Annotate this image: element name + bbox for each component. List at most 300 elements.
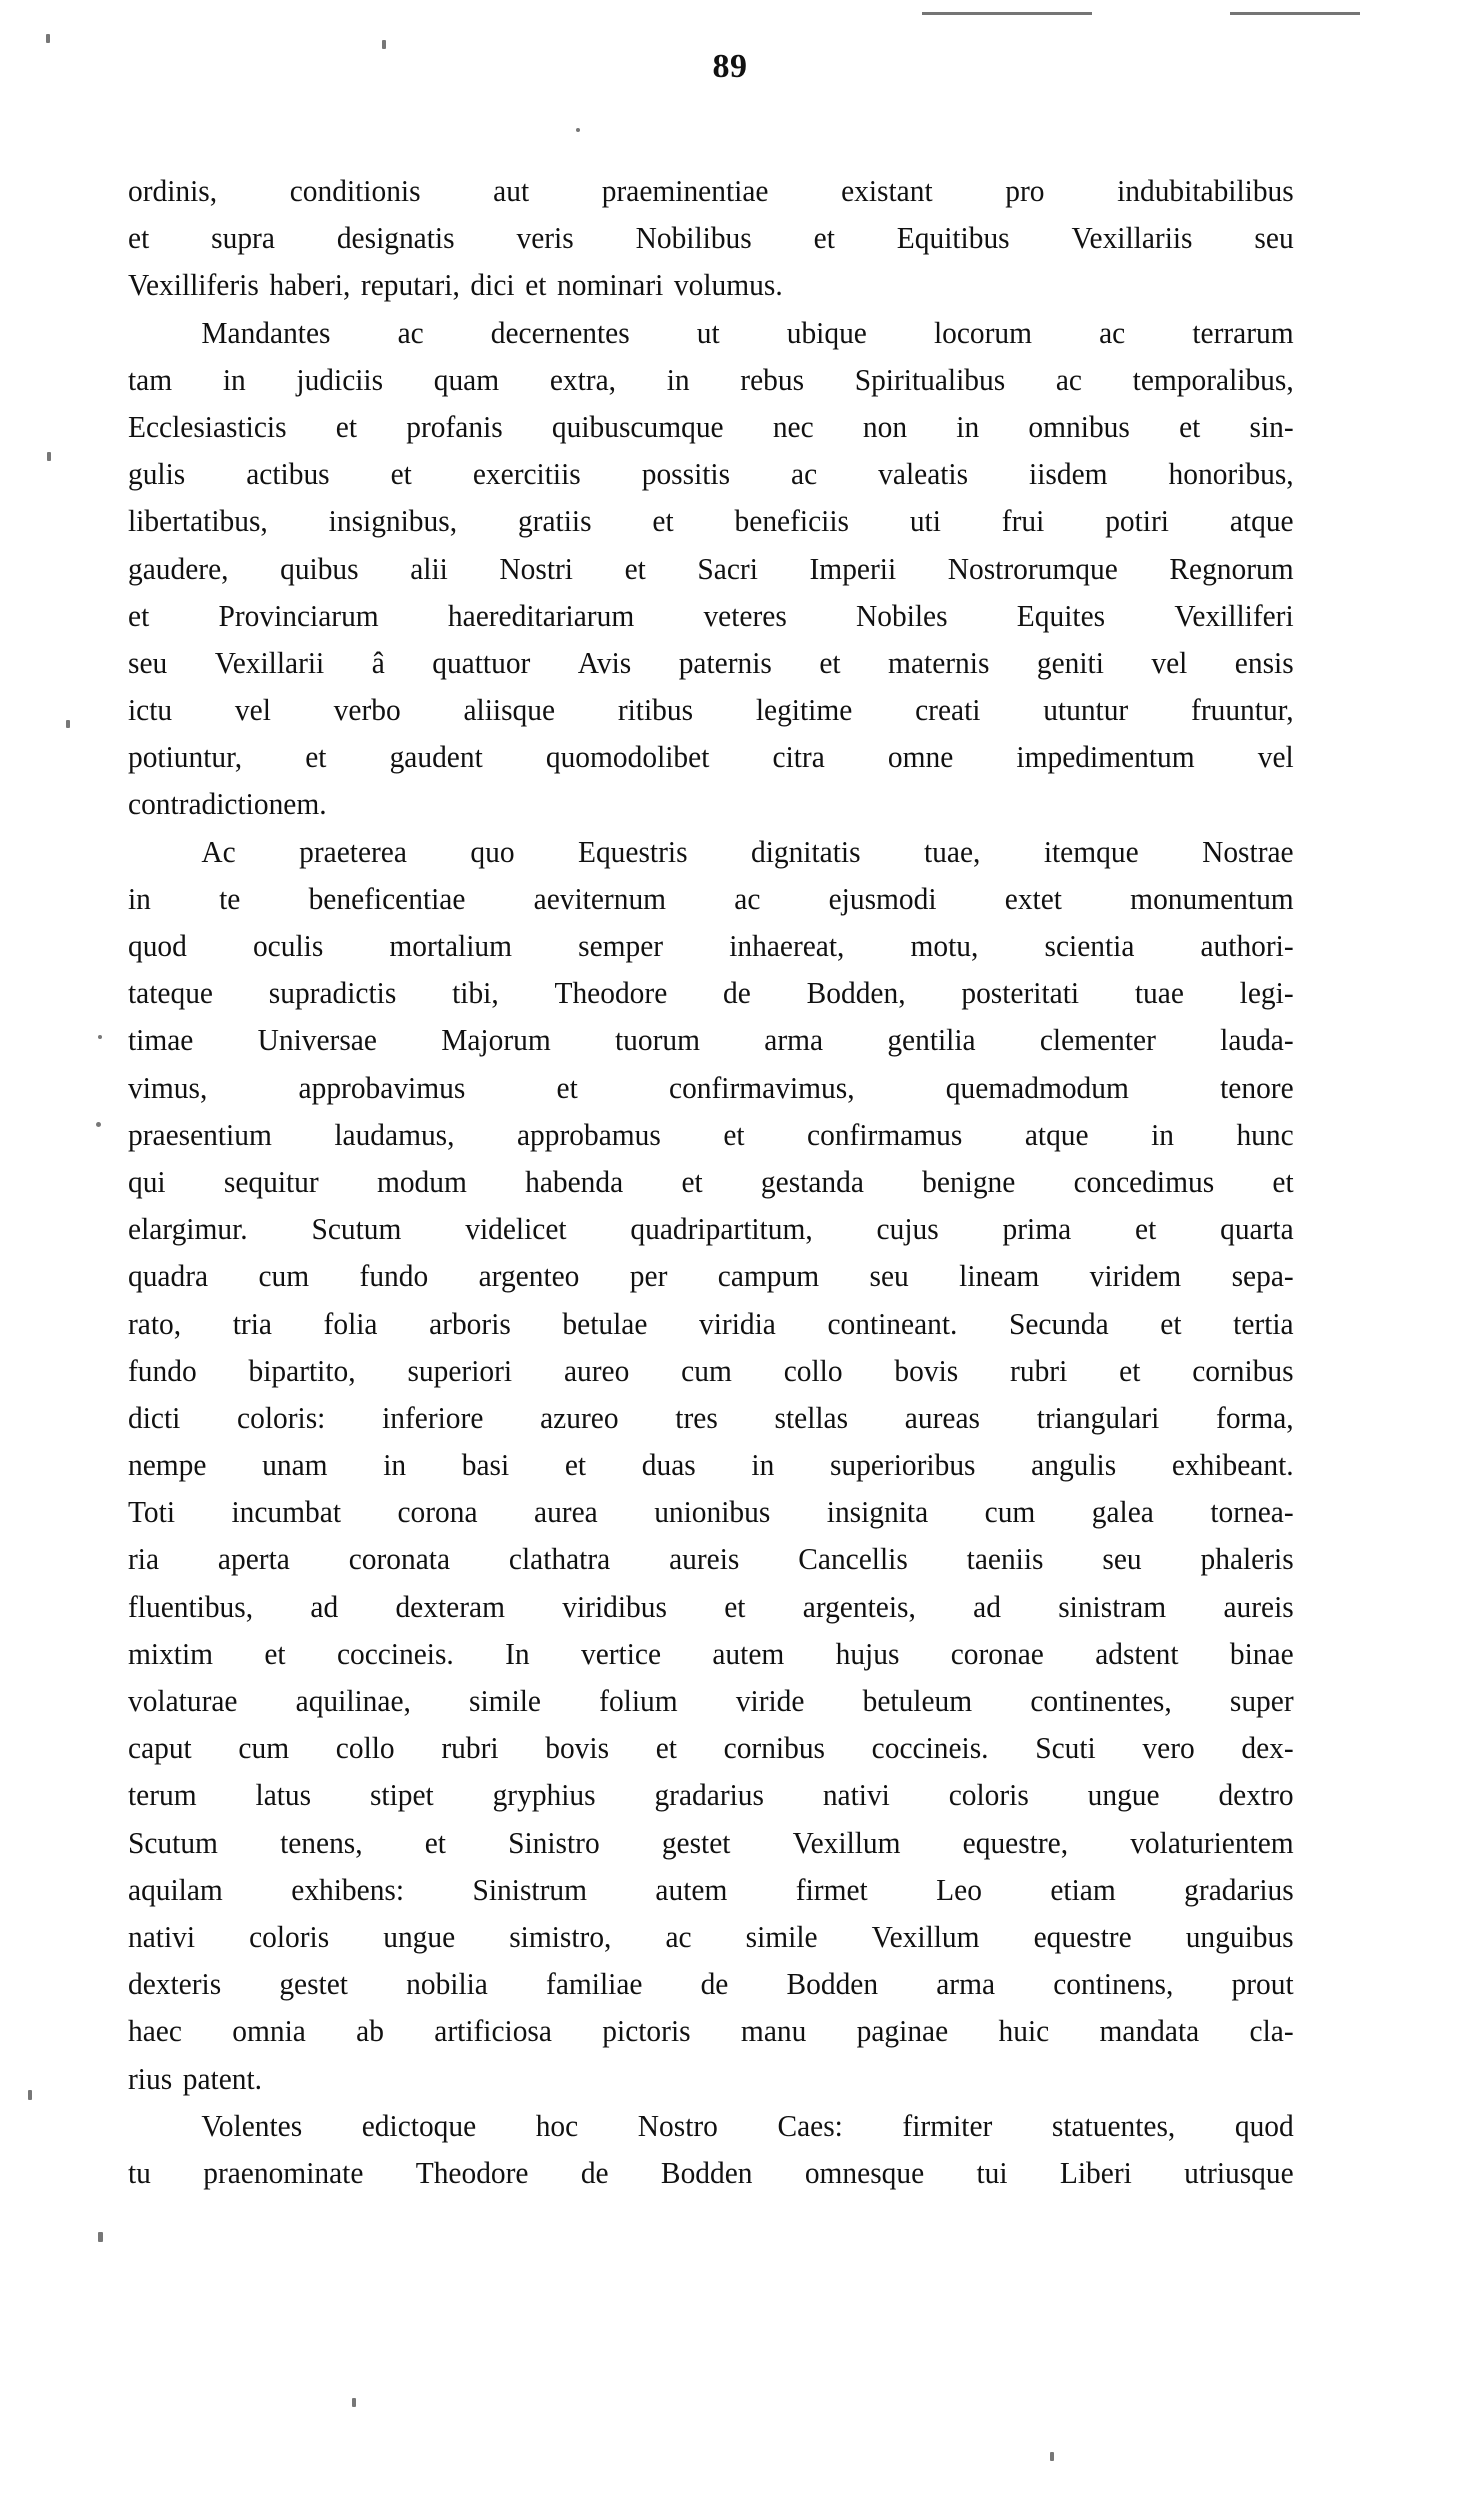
word: angulis [1031, 1448, 1117, 1483]
word: frui [1001, 504, 1045, 539]
word: stipet [369, 1778, 434, 1813]
word: Bodden [660, 2155, 753, 2190]
word: insignibus, [328, 504, 458, 539]
word: duas [641, 1448, 696, 1483]
text-line [128, 734, 1294, 781]
word: ac [665, 1919, 692, 1954]
text-line [128, 1536, 1294, 1583]
word: in [666, 362, 690, 397]
word: Scutum [311, 1212, 402, 1247]
word: gaudere, [128, 551, 229, 586]
word: exercitiis [472, 457, 581, 492]
word: binae [1229, 1636, 1294, 1671]
scan-speck [1050, 2452, 1054, 2461]
scan-speck [352, 2398, 356, 2407]
word: super [1229, 1684, 1294, 1718]
word: qui [128, 1164, 166, 1199]
word: superiori [407, 1353, 513, 1388]
word: seu [128, 645, 168, 680]
word: habenda [525, 1164, 624, 1199]
scan-speck [66, 720, 70, 728]
text-line [128, 923, 1294, 970]
word: haberi, [269, 268, 351, 303]
word: clathatra [508, 1542, 611, 1577]
word: Liberi [1059, 2155, 1132, 2190]
word: Provinciarum [218, 598, 379, 633]
text-line [128, 1159, 1294, 1206]
word: et [819, 645, 841, 680]
scan-speck [922, 12, 1092, 15]
word: etiam [1050, 1872, 1116, 1907]
text-line [128, 1489, 1294, 1536]
word: et [655, 1731, 677, 1766]
word: rato, [128, 1306, 182, 1341]
word: gryphius [492, 1778, 596, 1813]
word: arma [764, 1023, 824, 1058]
text-line [128, 970, 1294, 1017]
word: Vexillum [871, 1919, 980, 1954]
scan-speck [98, 1035, 102, 1039]
word: aquilam [128, 1872, 223, 1907]
word: Nostrae [1202, 834, 1294, 869]
word: gaudent [389, 740, 483, 775]
word: aureo [563, 1353, 630, 1388]
word: et [813, 221, 835, 256]
word: reputari, [360, 268, 460, 303]
word: ac [791, 457, 818, 492]
word: terum [128, 1778, 197, 1813]
word: ad [973, 1589, 1001, 1624]
word: corona [397, 1495, 478, 1530]
word: paginae [856, 2014, 949, 2049]
word: betuleum [862, 1684, 973, 1718]
word: equestre, [962, 1825, 1069, 1860]
word: statuentes, [1051, 2108, 1176, 2143]
word: cum [984, 1495, 1036, 1530]
word: tenore [1220, 1070, 1294, 1105]
word: quarta [1220, 1212, 1294, 1247]
word: creati [915, 693, 981, 728]
word: tu [128, 2155, 151, 2190]
word: paternis [678, 645, 772, 680]
word: quadripartitum, [630, 1212, 813, 1247]
word: adstent [1095, 1636, 1179, 1671]
word: Universae [257, 1023, 377, 1058]
word: quomodolibet [545, 740, 710, 775]
page-number: 89 [712, 48, 748, 85]
word: dignitatis [750, 834, 861, 869]
word: Imperii [809, 551, 897, 586]
word: et [390, 457, 412, 492]
word: mortalium [389, 929, 513, 963]
word: nativi [128, 1919, 196, 1954]
text-line [128, 357, 1294, 404]
scan-speck [576, 128, 580, 132]
word: rubri [1010, 1353, 1068, 1388]
word: confirmamus [807, 1117, 963, 1152]
text-line [128, 498, 1294, 545]
word: et [335, 409, 358, 444]
word: iisdem [1029, 457, 1108, 492]
word: legitime [755, 693, 853, 728]
text-line [128, 1065, 1294, 1112]
word: quadra [128, 1259, 209, 1294]
text-line [128, 1631, 1294, 1678]
word: Spiritualibus [854, 362, 1006, 397]
word: motu, [910, 929, 979, 963]
word: in [383, 1448, 407, 1483]
word: aureas [904, 1400, 980, 1435]
word: semper [578, 929, 664, 963]
word: autem [712, 1636, 785, 1671]
scan-speck [46, 34, 50, 43]
word: prout [1231, 1967, 1294, 2002]
text-line [128, 781, 1294, 828]
word: valeatis [878, 457, 969, 492]
word: aperta [217, 1542, 290, 1577]
word: edictoque [361, 2108, 477, 2143]
word: volumus. [673, 268, 783, 303]
word: tuae [1134, 976, 1184, 1011]
word: et [624, 551, 646, 586]
text-line [128, 1017, 1294, 1064]
word: quibuscumque [551, 409, 724, 444]
word: geniti [1036, 645, 1104, 680]
word: arma [936, 1967, 996, 2002]
text-line [128, 2103, 1294, 2150]
word: Nobiles [856, 598, 948, 633]
word: Vexilliferis [128, 268, 259, 303]
word: ac [1055, 362, 1082, 397]
word: modum [376, 1164, 467, 1199]
word: quod [1234, 2108, 1294, 2143]
word: Scuti [1035, 1731, 1096, 1766]
word: fundo [359, 1259, 429, 1294]
word: tuorum [614, 1023, 701, 1058]
word: nativi [822, 1778, 890, 1813]
word: tornea- [1210, 1495, 1294, 1530]
word: et [723, 1117, 745, 1152]
word: Cancellis [798, 1542, 908, 1577]
word: stellas [774, 1400, 849, 1435]
text-line [128, 876, 1294, 923]
word: dexteris [128, 1967, 222, 2002]
word: Bodden, [806, 976, 906, 1011]
word: unguibus [1185, 1919, 1294, 1954]
word: Nostri [499, 551, 573, 586]
word: indubitabilibus [1117, 174, 1294, 208]
word: videlicet [465, 1212, 567, 1247]
word: scientia [1044, 929, 1135, 963]
word: decernentes [490, 315, 630, 350]
word: locorum [933, 315, 1033, 350]
page-text-body [128, 168, 1336, 2197]
text-line [128, 593, 1294, 640]
word: nominari [557, 268, 664, 303]
word: atque [1024, 1117, 1089, 1152]
word: praenominate [203, 2155, 364, 2190]
word: huic [998, 2014, 1050, 2049]
word: Mandantes [201, 315, 331, 350]
word: haec [128, 2014, 182, 2049]
word: dextro [1218, 1778, 1294, 1813]
word: et [1160, 1306, 1182, 1341]
text-line [128, 1395, 1294, 1442]
word: volaturientem [1130, 1825, 1294, 1860]
word: vel [234, 693, 271, 728]
word: quo [470, 834, 515, 869]
word: libertatibus, [128, 504, 268, 539]
word: quam [433, 362, 500, 397]
word: ab [356, 2014, 384, 2049]
word: conditionis [289, 174, 421, 208]
word: aeviternum [533, 881, 667, 916]
word: Leo [936, 1872, 982, 1907]
word: ritibus [617, 693, 694, 728]
word: coronata [348, 1542, 451, 1577]
word: viridem [1089, 1259, 1182, 1294]
word: vertice [580, 1636, 662, 1671]
word: cornibus [723, 1731, 826, 1766]
word: et [1119, 1353, 1141, 1388]
word: gulis [128, 457, 186, 492]
word: supra [211, 221, 275, 256]
word: coloris: [237, 1400, 326, 1435]
word: Theodore [415, 2155, 529, 2190]
word: actibus [246, 457, 330, 492]
word: inhaereat, [729, 929, 845, 963]
word: temporalibus, [1132, 362, 1294, 397]
word: equestre [1033, 1919, 1132, 1954]
paragraph [128, 168, 1336, 310]
word: Ac [201, 834, 236, 869]
word: utuntur [1043, 693, 1129, 728]
word: unam [262, 1448, 328, 1483]
word: aquilinae, [295, 1684, 411, 1718]
word: coloris [948, 1778, 1029, 1813]
text-line [128, 2056, 1294, 2103]
word: nobilia [406, 1967, 488, 2002]
word: supradictis [268, 976, 397, 1011]
word: cum [258, 1259, 310, 1294]
word: rubri [441, 1731, 499, 1766]
word: approbamus [516, 1117, 661, 1152]
word: Nobilibus [635, 221, 752, 256]
word: aut [493, 174, 530, 208]
word: seu [1102, 1542, 1142, 1577]
word: et [1272, 1164, 1294, 1199]
word: prima [1002, 1212, 1072, 1247]
word: simile [469, 1684, 542, 1718]
word: et [525, 268, 547, 303]
word: gestet [279, 1967, 348, 2002]
word: coccineis. [871, 1731, 989, 1766]
word: cornibus [1192, 1353, 1294, 1388]
word: tuae, [923, 834, 981, 869]
word: vel [1257, 740, 1294, 775]
word: Vexillarii [214, 645, 325, 680]
word: verbo [333, 693, 401, 728]
word: laudamus, [334, 1117, 455, 1152]
word: pictoris [602, 2014, 691, 2049]
word: manu [740, 2014, 807, 2049]
word: simile [745, 1919, 818, 1954]
word: tenens, [280, 1825, 363, 1860]
word: artificiosa [434, 2014, 552, 2049]
word: omne [887, 740, 954, 775]
word: in [751, 1448, 775, 1483]
word: tui [976, 2155, 1008, 2190]
word: Scutum [128, 1825, 218, 1860]
paragraph [128, 2103, 1336, 2197]
word: in [1151, 1117, 1174, 1152]
word: legi- [1239, 976, 1294, 1011]
word: in [128, 881, 151, 916]
word: forma, [1216, 1400, 1294, 1435]
word: bovis [894, 1353, 959, 1388]
word: ac [397, 315, 424, 350]
word: alii [410, 551, 448, 586]
word: authori- [1200, 929, 1294, 963]
word: et [724, 1589, 746, 1624]
word: aureis [1223, 1589, 1294, 1624]
word: collo [335, 1731, 395, 1766]
text-line [128, 1253, 1294, 1300]
word: Equitibus [896, 221, 1010, 256]
word: Equites [1016, 598, 1106, 633]
word: incumbat [231, 1495, 341, 1530]
word: basi [461, 1448, 510, 1483]
word: volaturae [128, 1684, 238, 1718]
text-line [128, 1442, 1294, 1489]
word: familiae [546, 1967, 643, 2002]
scan-speck [28, 2090, 32, 2100]
word: sin- [1249, 409, 1294, 444]
word: Vexillum [792, 1825, 901, 1860]
word: et [1179, 409, 1201, 444]
word: praeterea [299, 834, 407, 869]
word: bipartito, [248, 1353, 356, 1388]
scan-speck [1230, 12, 1360, 15]
word: Toti [128, 1495, 175, 1530]
word: de [700, 1967, 729, 2002]
word: quod [128, 929, 187, 963]
word: honoribus, [1168, 457, 1294, 492]
word: coronae [950, 1636, 1044, 1671]
word: collo [783, 1353, 843, 1388]
word: autem [655, 1872, 728, 1907]
word: firmet [795, 1872, 868, 1907]
word: judiciis [296, 362, 384, 397]
word: betulae [562, 1306, 648, 1341]
word: Sinistro [508, 1825, 600, 1860]
text-line [128, 687, 1294, 734]
word: Vexillariis [1071, 221, 1193, 256]
word: continens, [1053, 1967, 1174, 2002]
word: coloris [249, 1919, 330, 1954]
word: lineam [959, 1259, 1040, 1294]
word: in [222, 362, 246, 397]
word: tateque [128, 976, 213, 1011]
word: â [371, 645, 385, 680]
word: exhibens: [291, 1872, 405, 1907]
word: sepa- [1231, 1259, 1294, 1294]
word: fruuntur, [1191, 693, 1294, 728]
text-line [128, 1348, 1294, 1395]
word: gradarius [654, 1778, 764, 1813]
word: beneficiis [734, 504, 849, 539]
word: et [652, 504, 674, 539]
word: patent. [182, 2061, 263, 2096]
word: aliisque [463, 693, 556, 728]
word: dici [470, 268, 515, 303]
word: inferiore [382, 1400, 484, 1435]
word: per [629, 1259, 668, 1294]
word: unionibus [654, 1495, 771, 1530]
word: sinistram [1058, 1589, 1167, 1624]
text-line [128, 1867, 1294, 1914]
paragraph [128, 829, 1336, 2103]
word: potiuntur, [128, 740, 243, 775]
word: argenteis, [802, 1589, 916, 1624]
word: viridia [699, 1306, 776, 1341]
word: gestanda [760, 1164, 864, 1199]
word: insignita [826, 1495, 929, 1530]
word: Vexilliferi [1174, 598, 1294, 633]
word: viride [735, 1684, 805, 1718]
word: cujus [876, 1212, 939, 1247]
word: terrarum [1192, 315, 1294, 350]
word: coccineis. [336, 1636, 454, 1671]
word: Ecclesiasticis [128, 409, 287, 444]
word: gradarius [1184, 1872, 1294, 1907]
word: seu [869, 1259, 909, 1294]
word: phaleris [1200, 1542, 1294, 1577]
word: ungue [383, 1919, 456, 1954]
word: profanis [406, 409, 503, 444]
word: concedimus [1073, 1164, 1215, 1199]
word: clementer [1039, 1023, 1156, 1058]
word: argenteo [478, 1259, 580, 1294]
word: in [956, 409, 980, 444]
word: caput [128, 1731, 192, 1766]
text-line [128, 546, 1294, 593]
word: utriusque [1184, 2155, 1294, 2190]
word: te [219, 881, 241, 916]
word: tibi, [452, 976, 499, 1011]
word: quattuor [432, 645, 531, 680]
word: veteres [703, 598, 787, 633]
word: benigne [922, 1164, 1016, 1199]
word: omnesque [804, 2155, 925, 2190]
word: designatis [336, 221, 455, 256]
word: hunc [1236, 1117, 1294, 1152]
word: tria [232, 1306, 272, 1341]
word: aurea [534, 1495, 598, 1530]
word: omnibus [1028, 409, 1130, 444]
word: ad [310, 1589, 339, 1624]
word: et [564, 1448, 587, 1483]
word: ordinis, [128, 174, 218, 208]
text-line [128, 310, 1294, 357]
word: et [424, 1825, 446, 1860]
word: Avis [577, 645, 632, 680]
text-line [128, 2150, 1294, 2197]
text-line [128, 215, 1294, 262]
word: Majorum [441, 1023, 551, 1058]
word: folia [323, 1306, 378, 1341]
word: impedimentum [1016, 740, 1195, 775]
